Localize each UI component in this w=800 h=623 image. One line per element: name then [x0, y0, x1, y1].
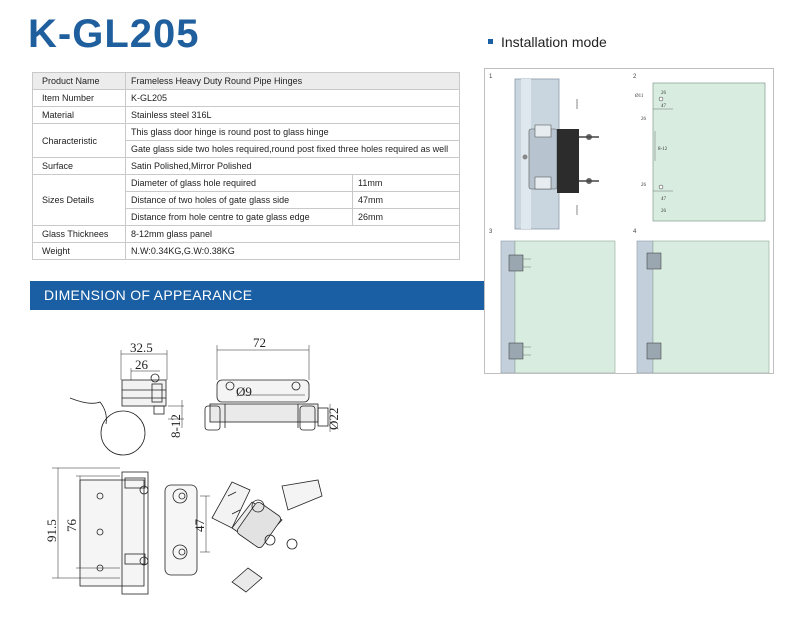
- panel-3-assembly: [501, 241, 615, 373]
- size-desc: Distance of two holes of gate glass side: [126, 192, 353, 209]
- table-row: [33, 243, 460, 260]
- row-value: N.W:0.34KG,G.W:0.38KG: [126, 243, 460, 260]
- size-value: 47mm: [353, 192, 460, 209]
- panel-4-assembly: [637, 241, 769, 373]
- dim-22: Ø22: [326, 407, 341, 430]
- row-value-line: Gate glass side two holes required,round post fixed three holes required as well: [126, 141, 460, 158]
- p2-dim-8-12: 8-12: [658, 147, 668, 152]
- dim-8-12: 8-12: [168, 414, 183, 438]
- table-row: [33, 175, 460, 192]
- dimension-drawings: [0, 320, 480, 620]
- row-label: Glass Thicknees: [33, 226, 126, 243]
- row-value-line: This glass door hinge is round post to glass hinge: [126, 124, 460, 141]
- row-value: K-GL205: [126, 90, 460, 107]
- size-desc: Diameter of glass hole required: [126, 175, 353, 192]
- installation-illustrations: [485, 69, 773, 373]
- size-value: 11mm: [353, 175, 460, 192]
- p2-dim-26b: 26: [641, 117, 646, 122]
- row-value: 8-12mm glass panel: [126, 226, 460, 243]
- p2-dim-47b: 47: [661, 197, 666, 202]
- size-desc: Distance from hole centre to gate glass edge: [126, 209, 353, 226]
- product-title: K-GL205: [28, 12, 200, 56]
- dim-76: 76: [64, 519, 79, 532]
- dim-72: 72: [253, 335, 266, 350]
- panel-number: 4: [633, 229, 637, 235]
- side-view-drawing: [70, 350, 184, 455]
- dim-26: 26: [135, 357, 148, 372]
- table-row: [33, 124, 460, 141]
- dim-47: 47: [192, 519, 207, 532]
- p2-dim-26a: 26: [661, 91, 666, 96]
- row-label: Sizes Details: [33, 175, 126, 226]
- row-label: Characteristic: [33, 124, 126, 158]
- row-label: Product Name: [33, 73, 126, 90]
- row-value: Frameless Heavy Duty Round Pipe Hinges: [126, 73, 460, 90]
- panel-number: 1: [489, 74, 493, 80]
- row-label: Item Number: [33, 90, 126, 107]
- p2-dim-11: Ø11: [635, 94, 644, 99]
- table-row: [33, 226, 460, 243]
- row-value: Stainless steel 316L: [126, 107, 460, 124]
- panel-number: 3: [489, 229, 493, 235]
- size-value: 26mm: [353, 209, 460, 226]
- top-view-drawing: [205, 345, 330, 432]
- p2-dim-26d: 26: [661, 209, 666, 214]
- dim-91-5: 91.5: [44, 519, 59, 542]
- isometric-drawing: [212, 480, 322, 592]
- panel-1-pipe-hinge: [515, 79, 599, 229]
- bullet-icon: [488, 39, 493, 44]
- table-row: [33, 73, 460, 90]
- spec-table: [32, 72, 460, 260]
- table-row: [33, 158, 460, 175]
- dimension-section-heading: DIMENSION OF APPEARANCE: [30, 281, 485, 310]
- row-value: Satin Polished,Mirror Polished: [126, 158, 460, 175]
- panel-number: 2: [633, 74, 637, 80]
- dim-9: Ø9: [236, 384, 252, 399]
- p2-dim-47a: 47: [661, 104, 666, 109]
- row-label: Material: [33, 107, 126, 124]
- table-row: [33, 90, 460, 107]
- installation-box: [484, 68, 774, 374]
- p2-dim-26c: 26: [641, 183, 646, 188]
- installation-heading-text: Installation mode: [501, 34, 607, 50]
- panel-2-glass-dims: [635, 83, 765, 221]
- row-label: Weight: [33, 243, 126, 260]
- installation-heading: [488, 34, 607, 50]
- dim-32-5: 32.5: [130, 340, 153, 355]
- table-row: [33, 107, 460, 124]
- row-label: Surface: [33, 158, 126, 175]
